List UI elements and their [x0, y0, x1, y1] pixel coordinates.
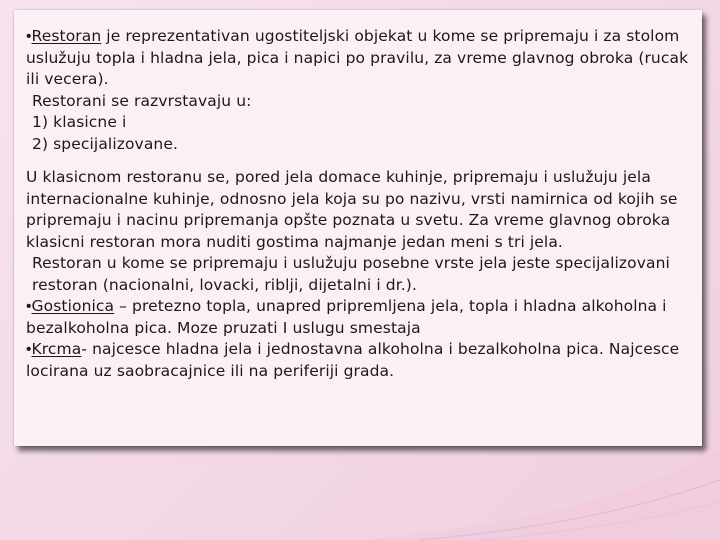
term-restoran: Restoran	[31, 27, 102, 45]
bullet: •	[26, 341, 32, 358]
classification-item-2: 2) specijalizovane.	[32, 134, 179, 153]
paragraph-krcma	[26, 339, 698, 382]
paragraph-specijalizovani-restoran: Restoran u kome se pripremaju i uslužuju posebne vrste jela jeste specijalizovani restoran (nacionalni, lovacki, riblji, dijetalni i dr.).	[32, 254, 670, 294]
definition-gostionica: – pretezno topla, unapred pripremljena jela, topla i hladna alkoholna i bezalkoholna pica. Moze pruzati I uslugu smestaja	[26, 297, 667, 337]
classification-intro: Restorani se razvrstavaju u:	[32, 91, 252, 110]
paragraph-gostionica	[26, 296, 698, 339]
paragraph-klasicni-restoran: U klasicnom restoranu se, pored jela domace kuhinje, pripremaju i uslužuju jela internacionalne kuhinje, odnosno jela koja su po nazivu, vrsti namirnica od kojih se pripremaju i nacinu pripremanja opšte poznata u svetu. Za vreme glavnog obroka klasicni restoran mora nuditi gostima najmanje jedan meni s tri jela.	[26, 168, 678, 251]
spacer	[26, 155, 698, 167]
bullet: •	[26, 298, 32, 315]
paragraph-restoran	[26, 26, 698, 91]
bullet: •	[26, 28, 32, 45]
definition-krcma: - najcesce hladna jela i jednostavna alkoholna i bezalkoholna pica. Najcesce locirana uz saobracajnice ili na periferiji grada.	[26, 340, 680, 380]
classification-item-1: 1) klasicne i	[32, 113, 127, 131]
term-gostionica: Gostionica	[31, 297, 115, 315]
corner-decoration	[360, 440, 720, 540]
slide-body-text	[26, 26, 698, 382]
term-krcma: Krcma	[31, 340, 82, 358]
definition-restoran: je reprezentativan ugostiteljski objekat u kome se pripremaju i za stolom uslužuju topla i hladna jela, pica i napici po pravilu, za vreme glavnog obroka (rucak ili vecera).	[26, 27, 689, 88]
